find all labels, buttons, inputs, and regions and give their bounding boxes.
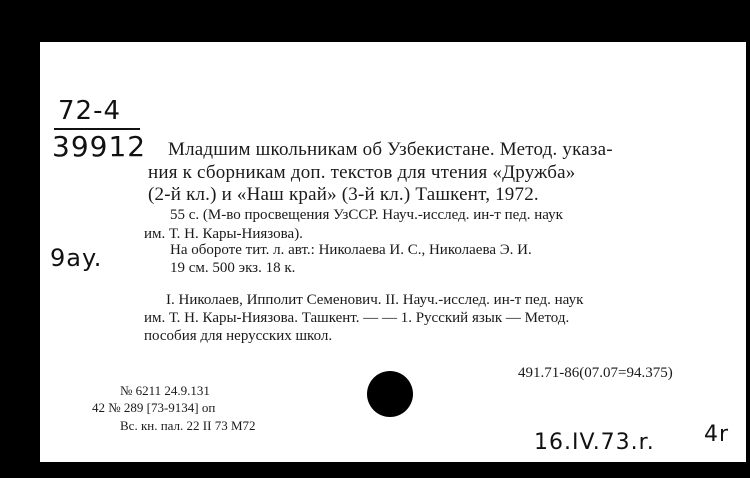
handwritten-number-top: 72-4 [58, 96, 122, 126]
description-line-2: им. Т. Н. Кары-Ниязова). [144, 226, 303, 242]
note-line-1: На обороте тит. л. авт.: Николаева И. С., Николаева Э. И. [170, 242, 532, 258]
tracing-line-3: пособия для нерусских школ. [144, 328, 333, 344]
catalog-number-line: № 6211 24.9.131 [120, 383, 210, 398]
description-line-1: 55 с. (М-во просвещения УзССР. Науч.-исслед. ин-т пед. наук [170, 207, 563, 223]
classification-number: 491.71-86(07.07=94.375) [518, 365, 673, 381]
title-line-3: (2-й кл.) и «Наш край» (3-й кл.) Ташкент, 1972. [148, 184, 539, 205]
note-line-2: 19 см. 500 экз. 18 к. [170, 260, 296, 276]
handwritten-code: 9ay. [50, 244, 103, 272]
catalog-card [40, 42, 746, 462]
catalog-order-line: 42 № 289 [73-9134] оп [92, 400, 216, 415]
handwritten-date: 16.IV.73.r. [534, 430, 655, 455]
tracing-line-1: I. Николаев, Ипполит Семенович. II. Науч.-исслед. ин-т пед. наук [166, 292, 584, 308]
catalog-chamber-line: Вс. кн. пал. 22 II 73 М72 [120, 418, 256, 433]
title-line-1: Младшим школьникам об Узбекистане. Метод. указа- [168, 139, 613, 160]
punch-hole [367, 371, 413, 417]
handwritten-mark: 4r [704, 422, 730, 447]
handwritten-number-bottom: 39912 [52, 130, 147, 163]
tracing-line-2: им. Т. Н. Кары-Ниязова. Ташкент. — — 1. Русский язык — Метод. [144, 310, 570, 326]
title-line-2: ния к сборникам доп. текстов для чтения «Дружба» [148, 162, 576, 183]
